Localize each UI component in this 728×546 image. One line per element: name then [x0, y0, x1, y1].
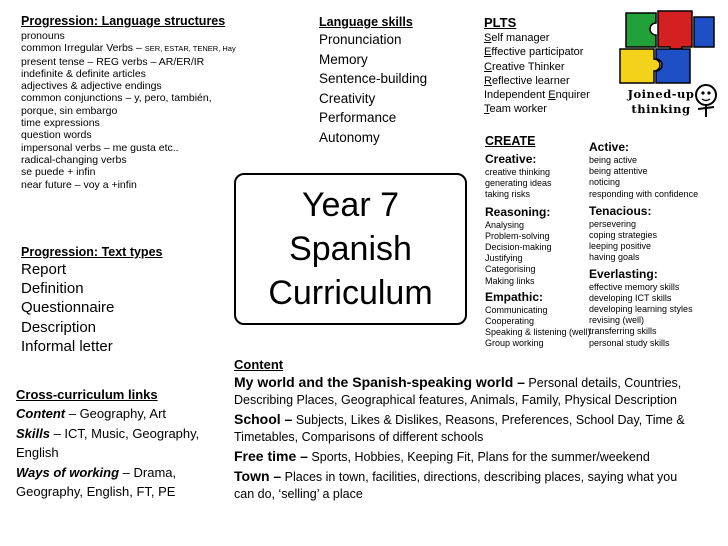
content-topic-heading: School – [234, 411, 293, 427]
cross-curriculum-text: – Drama, [119, 464, 177, 480]
text-types-list [21, 260, 221, 356]
plts-initial: C [484, 60, 492, 73]
cross-curriculum-panel [16, 385, 231, 502]
language-structure-item [21, 68, 236, 80]
create-group-item: developing learning styles [589, 304, 693, 315]
create-group-item: being active [589, 155, 638, 165]
create-group-item: transferring skills [589, 326, 657, 337]
language-skill-item: Sentence-building [319, 71, 428, 86]
cross-curriculum-text: English [16, 445, 59, 460]
create-group-heading: Empathic: [485, 289, 544, 304]
language-structure-text: question words [21, 129, 92, 142]
plts-initial: R [484, 74, 492, 87]
create-group-heading: Tenacious: [589, 203, 652, 218]
plts-text: Independent [484, 89, 549, 102]
text-type-item: Definition [21, 280, 84, 298]
cross-curriculum-line [16, 463, 231, 483]
language-structure-item [21, 179, 236, 191]
content-topic-text: Sports, Hobbies, Keeping Fit, Plans for the summer/weekend [307, 450, 650, 464]
language-skills-title: Language skills [319, 15, 413, 29]
language-skill-item: Autonomy [319, 129, 380, 145]
content-topic-text: Personal details, Countries, [524, 376, 682, 390]
language-skills-panel [319, 14, 469, 147]
joined-up-thinking-label: Joined-up thinking [627, 87, 695, 116]
language-skills-list [319, 30, 469, 147]
create-group-item: developing ICT skills [589, 292, 672, 303]
content-topic-line [234, 374, 724, 392]
language-structure-item [21, 117, 236, 129]
language-structure-item [21, 56, 236, 68]
language-structures-panel [21, 14, 236, 191]
create-group-item: leeping positive [589, 241, 652, 252]
title-line-1: Year 7 [301, 186, 400, 224]
title-line-2: Spanish [289, 230, 412, 268]
create-group [589, 204, 725, 264]
create-group-heading: Creative: [485, 152, 537, 166]
create-group-item: generating ideas [485, 178, 552, 189]
language-structure-text: se puede + infin [21, 166, 96, 179]
content-topic-text: Subjects, Likes & Dislikes, Reasons, Preferences, School Day, Time & [292, 413, 685, 427]
content-topic [234, 374, 724, 409]
language-structure-item [21, 129, 236, 141]
content-panel [234, 356, 724, 505]
create-group-item: revising (well) [589, 315, 645, 326]
curriculum-title-box [234, 173, 467, 325]
create-group-item: Cooperating [485, 316, 535, 327]
create-group-item: taking risks [485, 189, 531, 200]
cross-curriculum-text: – ICT, Music, Geography, [49, 425, 200, 441]
create-group [485, 290, 590, 350]
plts-item [484, 45, 614, 59]
cross-curriculum-line [16, 424, 231, 444]
title-line-3: Curriculum [268, 274, 433, 312]
language-skill-item: Creativity [319, 90, 376, 106]
content-topic-heading: Town – [234, 468, 282, 484]
plts-list [484, 31, 614, 117]
content-topic-line [234, 468, 724, 486]
plts-text: eflective learner [491, 74, 570, 87]
create-group [589, 140, 725, 200]
create-right-column [589, 140, 725, 352]
content-topic-line [234, 411, 724, 429]
language-skill-item: Memory [319, 51, 368, 67]
language-structure-text: radical-changing verbs [21, 153, 127, 166]
create-group-item: Making links [485, 275, 535, 286]
create-group-item: Categorising [485, 264, 536, 275]
create-left-column [485, 152, 590, 353]
create-group-item: having goals [589, 252, 640, 263]
create-group-item: Communicating [485, 304, 548, 315]
joined-up-thinking-graphic [614, 3, 724, 121]
create-group-item: Decision-making [485, 242, 552, 253]
language-structure-item [21, 92, 236, 104]
language-structure-note: SER, ESTAR, TENER, Hay [144, 44, 236, 54]
create-group-item: being attentive [589, 166, 648, 177]
create-group-item: noticing [589, 177, 621, 188]
cross-curriculum-line [16, 443, 231, 463]
plts-text: elf manager [491, 32, 550, 44]
plts-item [484, 102, 614, 116]
plts-panel [484, 14, 614, 117]
create-group-item: creative thinking [485, 167, 551, 177]
language-structure-text: adjectives & adjective endings [21, 80, 162, 93]
language-structure-text: near future – voy a +infin [21, 178, 137, 191]
content-list [234, 374, 724, 503]
language-structure-item [21, 166, 236, 178]
language-structure-text: impersonal verbs – me gusta etc.. [21, 141, 179, 154]
content-topic-text: Timetables, Comparisons of different schools [234, 430, 484, 444]
cross-curriculum-line [16, 404, 231, 424]
language-structure-item [21, 42, 236, 55]
create-group-item: effective memory skills [589, 281, 680, 292]
language-structure-item [21, 30, 236, 42]
create-group-item: persevering [589, 218, 637, 229]
language-structure-text: indefinite & definite articles [21, 67, 146, 80]
create-group-item: Justifying [485, 253, 523, 264]
create-group-item: coping strategies [589, 230, 658, 241]
create-group-item: responding with confidence [589, 188, 699, 199]
language-structure-item [21, 80, 236, 92]
text-type-item: Questionnaire [21, 299, 115, 317]
language-structure-text: porque, sin embargo [21, 104, 118, 117]
plts-text: reative Thinker [491, 60, 565, 73]
language-structures-title: Progression: Language structures [21, 14, 226, 28]
plts-text: nquirer [555, 89, 590, 102]
cross-curriculum-text: Geography, English, FT, PE [16, 484, 176, 499]
create-group-item: Analysing [485, 219, 525, 230]
language-structure-text: common conjunctions – y, pero, también, [21, 92, 212, 105]
content-title: Content [234, 357, 284, 372]
plts-item [484, 60, 614, 74]
create-group-heading: Everlasting: [589, 266, 658, 281]
create-group-item: Speaking & listening (well) [485, 327, 591, 338]
create-group [485, 205, 590, 287]
content-topic [234, 411, 724, 446]
language-skill-item: Performance [319, 110, 397, 125]
plts-initial: E [548, 89, 556, 102]
content-topic [234, 448, 724, 466]
content-topic [234, 468, 724, 503]
plts-item [484, 74, 614, 88]
content-topic-text: can do, ‘selling’ a place [234, 487, 363, 501]
create-group [589, 267, 725, 349]
language-structure-item [21, 154, 236, 166]
create-group-heading: Active: [589, 140, 630, 154]
cross-curriculum-line [16, 482, 231, 502]
content-topic-text: Describing Places, Geographical features, Animals, Family, Physical Description [234, 393, 678, 407]
cross-curriculum-text: – Geography, Art [65, 406, 167, 421]
plts-item [484, 88, 614, 102]
text-type-item: Report [21, 261, 67, 278]
cross-curriculum-label: Ways of working [16, 464, 120, 480]
create-group-heading: Reasoning: [485, 204, 551, 219]
plts-initial: E [484, 46, 492, 59]
plts-initial: T [484, 103, 490, 116]
create-panel [485, 134, 725, 364]
language-structure-text: common Irregular Verbs – [21, 42, 145, 55]
plts-title: PLTS [484, 15, 517, 30]
create-group-item: personal study skills [589, 337, 670, 348]
language-structure-text: pronouns [21, 30, 65, 42]
create-group [485, 152, 590, 201]
text-type-item: Description [21, 318, 97, 336]
text-type-item: Informal letter [21, 337, 113, 355]
language-structures-list [21, 30, 236, 191]
language-skill-item: Pronunciation [319, 32, 402, 47]
language-structure-text: present tense – REG verbs – AR/ER/IR [21, 55, 205, 68]
cross-curriculum-title: Cross-curriculum links [16, 387, 158, 402]
content-topic-text: Places in town, facilities, directions, describing places, saying what you [281, 470, 678, 484]
language-structure-text: time expressions [21, 117, 100, 130]
plts-text: ffective participator [491, 46, 584, 59]
content-topic-heading: Free time – [234, 448, 308, 464]
plts-text: eam worker [489, 103, 547, 116]
cross-curriculum-label: Content [16, 406, 66, 421]
language-structure-item [21, 105, 236, 117]
create-group-item: Group working [485, 338, 544, 349]
text-types-panel [21, 244, 221, 356]
cross-curriculum-label: Skills [16, 425, 50, 441]
content-topic-line [234, 448, 724, 466]
plts-initial: S [484, 32, 492, 44]
plts-item [484, 31, 614, 45]
cross-curriculum-list [16, 404, 231, 502]
text-types-title: Progression: Text types [21, 245, 163, 259]
create-group-item: Problem-solving [485, 230, 550, 241]
create-title: CREATE [485, 134, 536, 148]
content-topic-heading: My world and the Spanish-speaking world – [234, 374, 525, 390]
language-structure-item [21, 142, 236, 154]
